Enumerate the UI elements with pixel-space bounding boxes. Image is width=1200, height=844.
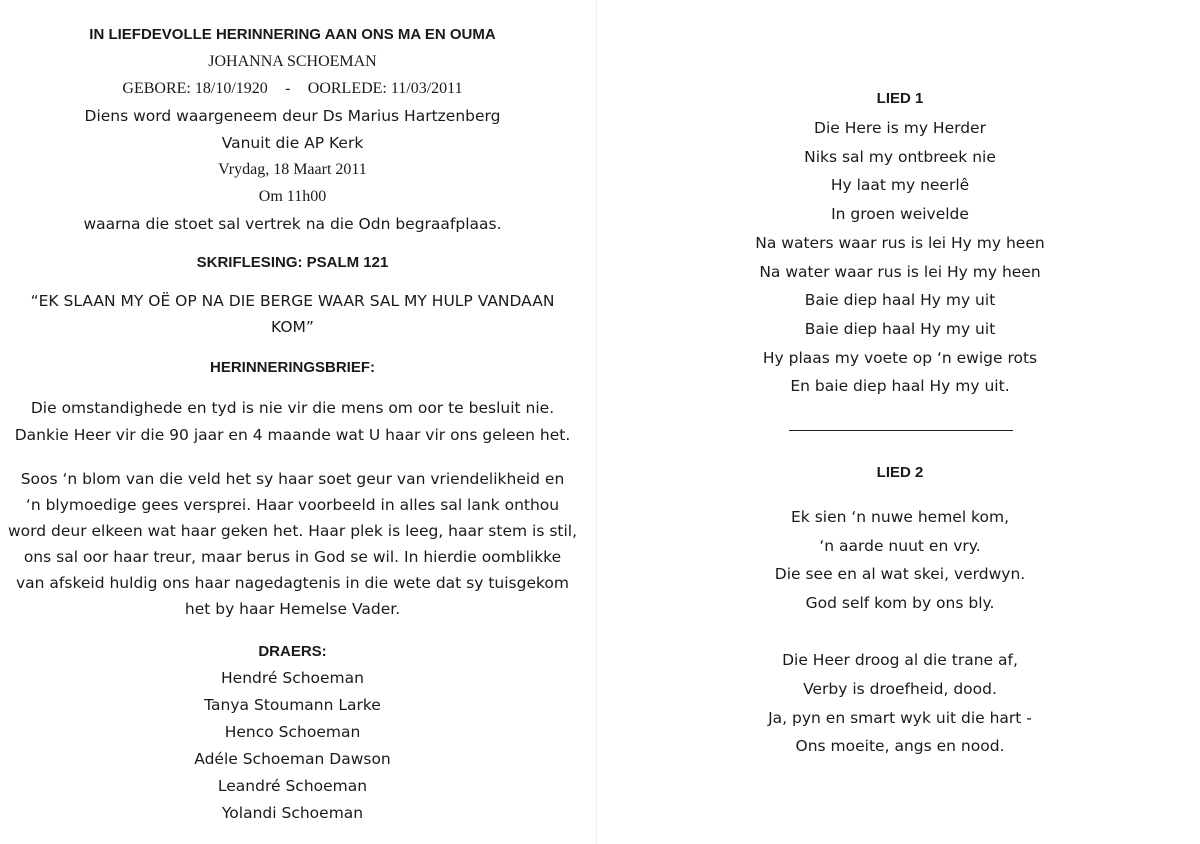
died-date: OORLEDE: 11/03/2011 [307, 80, 463, 97]
song1-line: Na water waar rus is lei Hy my heen [759, 263, 1041, 281]
bearer-name: Tanya Stoumann Larke [204, 696, 381, 714]
letter-p2-line: ons sal oor haar treur, maar berus in God se wil. In hierdie oomblikke [23, 548, 562, 566]
letter-p2-line: het by haar Hemelse Vader. [184, 600, 401, 618]
song1-line: En baie diep haal Hy my uit. [790, 377, 1010, 395]
letter-p2-line: word deur elkeen wat haar geken het. Haar plek is leeg, haar stem is stil, [7, 522, 578, 540]
letter-p2-line: van afskeid huldig ons haar nagedagtenis in die wete dat sy tuisgekom [16, 574, 569, 592]
song1-line: Na waters waar rus is lei Hy my heen [755, 234, 1045, 252]
memorial-heading: IN LIEFDEVOLLE HERINNERING AAN ONS MA EN OUMA [89, 26, 496, 43]
song1-line: Die Here is my Herder [814, 119, 986, 137]
bearers-heading: DRAERS: [258, 643, 327, 660]
bearer-name: Henco Schoeman [224, 723, 361, 741]
song2-line: Ek sien ‘n nuwe hemel kom, [791, 508, 1009, 526]
song2-line: Die see en al wat skei, verdwyn. [774, 565, 1026, 583]
song1-line: Baie diep haal Hy my uit [804, 291, 996, 309]
letter-heading: HERINNERINGSBRIEF: [209, 359, 375, 376]
quote-line-2: KOM” [271, 318, 314, 336]
deceased-name: JOHANNA SCHOEMAN [208, 53, 377, 70]
bearer-name: Yolandi Schoeman [221, 804, 364, 822]
letter-p2-line: ‘n blymoedige gees versprei. Haar voorbeeld in alles sal lank onthou [25, 496, 560, 514]
page-fold [596, 0, 597, 844]
bearer-name: Leandré Schoeman [217, 777, 368, 795]
song1-line: In groen weivelde [831, 205, 969, 223]
song2-line: Ons moeite, angs en nood. [795, 737, 1005, 755]
service-time: Om 11h00 [258, 188, 327, 205]
letter-p1-line: Dankie Heer vir die 90 jaar en 4 maande wat U haar vir ons geleen het. [14, 426, 571, 444]
letter-p2-line: Soos ‘n blom van die veld het sy haar soet geur van vriendelikheid en [20, 470, 565, 488]
song1-line: Baie diep haal Hy my uit [804, 320, 996, 338]
quote-line-1: “EK SLAAN MY OË OP NA DIE BERGE WAAR SAL MY HULP VANDAAN [30, 292, 555, 310]
service-procession: waarna die stoet sal vertrek na die Odn begraafplaas. [83, 215, 502, 233]
born-date: GEBORE: 18/10/1920 [122, 80, 268, 97]
song1-line: Niks sal my ontbreek nie [804, 148, 996, 166]
left-page [0, 0, 585, 844]
section-divider [789, 430, 1013, 431]
song1-line: Hy plaas my voete op ‘n ewige rots [762, 349, 1038, 367]
date-separator: - [285, 80, 291, 97]
song2-line: Die Heer droog al die trane af, [782, 651, 1018, 669]
song1-line: Hy laat my neerlê [830, 176, 970, 194]
life-dates [0, 79, 585, 99]
letter-p1-line: Die omstandighede en tyd is nie vir die mens om oor te besluit nie. [30, 399, 555, 417]
song2-line: Ja, pyn en smart wyk uit die hart - [768, 709, 1032, 727]
song2-line: God self kom by ons bly. [805, 594, 995, 612]
reading-heading: SKRIFLESING: PSALM 121 [196, 254, 389, 271]
service-officiant: Diens word waargeneem deur Ds Marius Hartzenberg [84, 107, 501, 125]
song2-title: LIED 2 [876, 464, 924, 481]
service-church: Vanuit die AP Kerk [221, 134, 364, 152]
song2-line: ‘n aarde nuut en vry. [819, 537, 981, 555]
song1-title: LIED 1 [876, 90, 924, 107]
bearer-name: Hendré Schoeman [221, 669, 364, 687]
right-page [600, 0, 1200, 844]
service-date: Vrydag, 18 Maart 2011 [218, 161, 367, 178]
song2-line: Verby is droefheid, dood. [803, 680, 997, 698]
bearer-name: Adéle Schoeman Dawson [194, 750, 391, 768]
